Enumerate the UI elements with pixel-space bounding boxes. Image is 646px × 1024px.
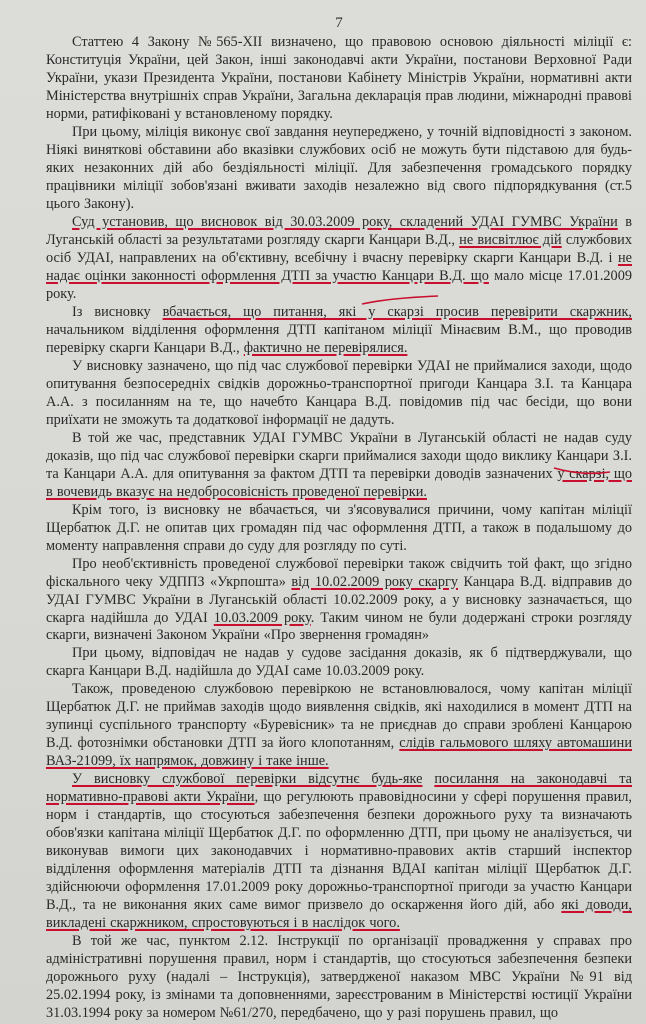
paragraph (46, 771, 632, 933)
text-run: Канцара В.Д. відправив до УДАІ ГУМВС України в Луганській області 10.02.2009 року, а у висновку зазначається, що скарга надійшла до УДАІ (46, 573, 632, 626)
paragraph (46, 502, 632, 556)
text-run: Про необ'єктивність проведеної службової перевірки також свідчить той факт, що згідно фіскального чеку УДППЗ «Укрпошта» (46, 555, 632, 590)
text-run: , що регулюють правовідносини у сфері порушення правил, норм і стандартів, що стосуються забезпечення безпеки дорожнього руху та визначають обов'язки капітана міліції Щербатюк Д.Г. по оформленню ДТП, при цьому не аналізується, чи виконував вимоги цих законодавчих і нормативно-правових актів старший інспектор відділення оформлення матеріалів ДТП та дізнання ВДАІ капітан міліції Щербатюк Д.Г. здійснюючи оформлення 17.01.2009 року дорожньо-транспортної пригоди за участю Канцари В.Д., та не виконання яких саме вимог призвело до оскарження його дій, або (46, 789, 632, 914)
underlined-text: від 10.02.2009 року скаргу (291, 573, 459, 590)
text-run: У висновку зазначено, що під час службової перевірки УДАІ не приймалися заходи, щодо опитування безпосередніх свідків дорожньо-транспортної пригоди Канцара З.І. та Канцара А.А. з посиланням на те, що начебто Канцара В.Д. повідомив під час бесіди, що вони приїхати не зможуть та додаткової інформації не дадуть. (46, 357, 632, 428)
underlined-text: У висновку службової перевірки відсутнє будь-яке (72, 771, 423, 788)
paragraph (46, 214, 632, 304)
text-run: В той же час, представник УДАІ ГУМВС України в Луганській області не надав суду доказів, що під час службової перевірки скарги приймалися заходи щодо виклику Канцари З.І. та Канцари А.А. для опитування за фактом ДТП та перевірки доводів зазначених (46, 429, 632, 482)
paragraph (46, 556, 632, 646)
text-run: службових осіб УДАІ, направлених на об'єктивну, всебічну і вчасну перевірку скарги Канцари В.Д. і (46, 231, 632, 266)
underlined-text: Суд установив, що висновок від 30.03.2009 року, складений УДАІ ГУМВС України (72, 213, 618, 230)
underlined-text: які доводи, викладені скаржником, спростовуються і в наслідок чого. (46, 897, 632, 932)
paragraph (46, 681, 632, 771)
text-run: Статтею 4 Закону №565-XII визначено, що правовою основою діяльності міліції є: Конституція України, цей Закон, інші законодавчі акти України, постанови Верховної Ради України, укази Президента України, постанови Кабінету Міністрів України, нормативні акти Міністерства внутрішніх справ України, Загальна декларація прав людини, міжнародні правові норми, ратифіковані у встановленому порядку. (46, 34, 632, 122)
underlined-text: фактично не перевірялися. (243, 339, 408, 356)
text-run: начальником відділення оформлення ДТП капітаном міліції Мінаєвим В.М., що проводив перевірку скарги Канцари В.Д., (46, 321, 632, 356)
text-run: мало місце 17.01.2009 року. (46, 267, 632, 302)
underlined-text: вбачається, що питання, які у скарзі просив перевірити скаржник, (162, 303, 633, 320)
underlined-text: посилання на законодавчі та нормативно-правові акти України (46, 771, 632, 806)
paragraph (46, 358, 632, 430)
text-run: Також, проведеною службовою перевіркою не встановлювалося, чому капітан міліції Щербатюк Д.Г. не приймав заходів щодо виявлення свідків, які находилися в момент ДТП на зупинці суспільного транспорту «Буревісник» та не приєднав до справи зроблені Канцарою В.Д. фотознімки обстановки ДТП за його клопотанням, (46, 681, 632, 752)
text-run (422, 771, 434, 787)
underlined-text: слідів гальмового шляху автомашини ВАЗ-21099, їх напрямок, довжину і таке інше. (46, 735, 632, 770)
page-number: 7 (335, 15, 343, 31)
underlined-text: не надає оцінки законності оформлення ДТП за участю Канцари В.Д. що (46, 249, 632, 284)
text-run: Крім того, із висновку не вбачається, чи з'ясовувалися причини, чому капітан міліції Щербатюк Д.Г. не опитав цих громадян під час оформлення ДТП, а також в подальшому до моменту направлення справи до суду для розгляду по суті. (46, 501, 632, 554)
text-run: . Таким чином не були додержані строки розгляду скарги, визначені Законом України «Про звернення громадян» (46, 609, 632, 644)
paragraph (46, 430, 632, 502)
text-run: В той же час, пунктом 2.12. Інструкції по організації провадження у справах про адміністративні порушення правил, норм і стандартів, що стосуються забезпечення безпеки дорожнього руху (надалі – Інструкція), затвердженої наказом МВС України №91 від 25.02.1994 року, із змінами та доповненнями, зареєстрованим в Міністерстві юстиції України 31.03.1994 року за номером №61/270, передбачено, що у разі порушень правил, що (46, 933, 632, 1022)
paragraph (46, 34, 632, 124)
text-run: При цьому, відповідач не надав у судове засідання доказів, як б підтверджували, що скарга Канцари В.Д. надійшла до УДАІ саме 10.03.2009 року. (46, 645, 632, 680)
paragraph (46, 304, 632, 358)
document-body (46, 34, 632, 1023)
underlined-text: 10.03.2009 року (213, 609, 311, 626)
paragraph (46, 645, 632, 681)
underlined-text: у скарзі, що в вочевидь вказує на недобросовісність проведеної перевірки. (46, 465, 632, 500)
text-run: в Луганській області за результатами розгляду скарги Канцари В.Д., (46, 213, 632, 248)
paragraph (46, 124, 632, 214)
text-run: Із висновку (72, 303, 163, 320)
underlined-text: не висвітлює дій (459, 231, 562, 248)
text-run: При цьому, міліція виконує свої завдання неупереджено, у точній відповідності з законом. Ніякі виняткові обставини або вказівки службових осіб не можуть бути підставою для будь-яких незаконних дій або бездіяльності міліції. Для забезпечення громадського порядку працівники міліції зобов'язані вживати заходів незалежно від свого підпорядкування (ст.5 цього Закону). (46, 123, 632, 212)
paragraph (46, 933, 632, 1023)
